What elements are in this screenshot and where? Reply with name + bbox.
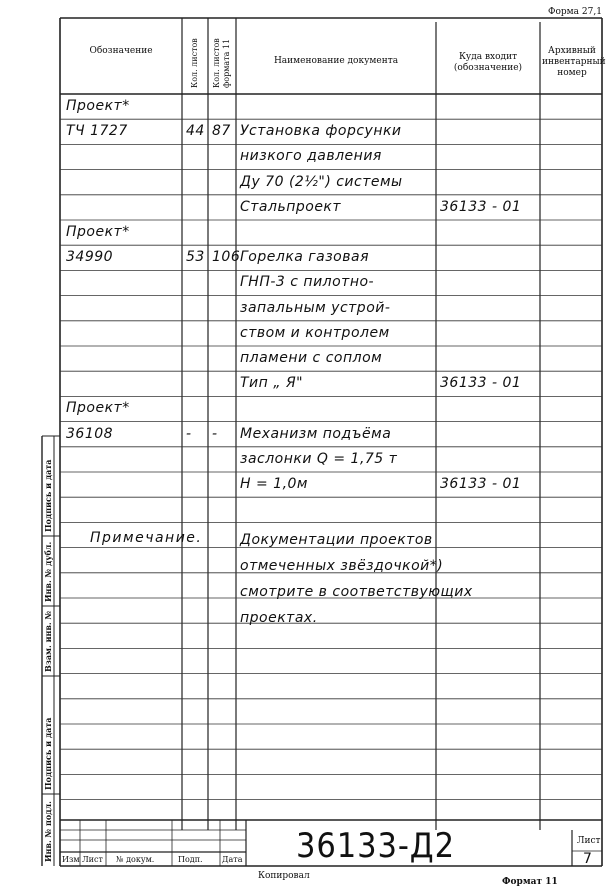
footer-copied: Копировал — [258, 871, 310, 881]
side-label-vzam-inv: Взам. инв. № — [43, 610, 53, 672]
note-line: смотрите в соответствующих — [240, 584, 473, 600]
title-col-izm: Изм — [62, 855, 80, 864]
side-label-inv-podl: Инв. № подл. — [43, 801, 53, 862]
document-code: 36133-Д2 — [296, 826, 455, 866]
title-col-date: Дата — [222, 855, 243, 864]
cell-name: Стальпроект — [240, 198, 342, 215]
cell-where: 36133 - 01 — [440, 198, 522, 215]
cell-designation: Проект* — [66, 224, 130, 240]
cell-name: ГНП-3 с пилотно- — [240, 274, 375, 291]
sheet-number: 7 — [583, 851, 592, 867]
cell-name: Механизм подъёма — [240, 425, 392, 442]
side-label-inv-dubl: Инв. № дубл. — [43, 541, 53, 602]
cell-name: пламени с соплом — [240, 350, 383, 366]
header-document-name: Наименование документа — [273, 56, 399, 66]
cell-name: Горелка газовая — [240, 249, 369, 266]
cell-designation: 36108 — [66, 425, 114, 442]
cell-designation: ТЧ 1727 — [66, 123, 128, 140]
cell-sheets: 53 — [186, 249, 205, 266]
title-col-doc: № докум. — [116, 855, 155, 864]
cell-name: Н = 1,0м — [240, 476, 308, 492]
title-col-list: Лист — [82, 855, 103, 864]
cell-designation: Проект* — [66, 98, 130, 114]
cell-name: Установка форсунки — [240, 123, 402, 140]
cell-name: ством и контролем — [240, 324, 390, 341]
cell-where: 36133 - 01 — [440, 476, 522, 492]
cell-designation: 34990 — [66, 249, 114, 266]
form-label: Форма 27,1 — [548, 7, 602, 17]
header-archive: Архивный инвентарный номер — [542, 46, 606, 78]
cell-format: - — [212, 425, 218, 442]
note-line: отмеченных звёздочкой*) — [240, 558, 444, 574]
cell-where: 36133 - 01 — [440, 375, 522, 392]
cell-name: Тип „ Я" — [240, 375, 304, 392]
header-sheets-format: Кол. листов формата 11 — [212, 38, 231, 88]
cell-format: 106 — [212, 249, 241, 266]
header-where-used: Куда входит (обозначение) — [453, 52, 523, 73]
header-sheets-count: Кол. листов — [190, 38, 199, 88]
cell-designation: Проект* — [66, 400, 130, 417]
cell-sheets: - — [186, 425, 192, 442]
side-label-sign-date-top: Подпись и дата — [43, 459, 53, 532]
cell-format: 87 — [212, 123, 231, 140]
cell-name: Ду 70 (2½") системы — [240, 173, 403, 190]
header-designation: Обозначение — [89, 46, 153, 56]
title-col-sign: Подп. — [178, 855, 203, 864]
note-line: Документации проектов — [240, 532, 433, 548]
side-label-sign-date-bottom: Подпись и дата — [43, 717, 53, 790]
cell-name: низкого давления — [240, 148, 382, 165]
cell-name: заслонки Q = 1,75 т — [240, 450, 398, 467]
sheet-label: Лист — [577, 836, 601, 846]
cell-name: запальным устрой- — [240, 299, 391, 316]
footer-format: Формат 11 — [502, 877, 558, 887]
note-label: Примечание. — [90, 530, 203, 546]
cell-sheets: 44 — [186, 123, 205, 140]
note-line: проектах. — [240, 610, 318, 626]
